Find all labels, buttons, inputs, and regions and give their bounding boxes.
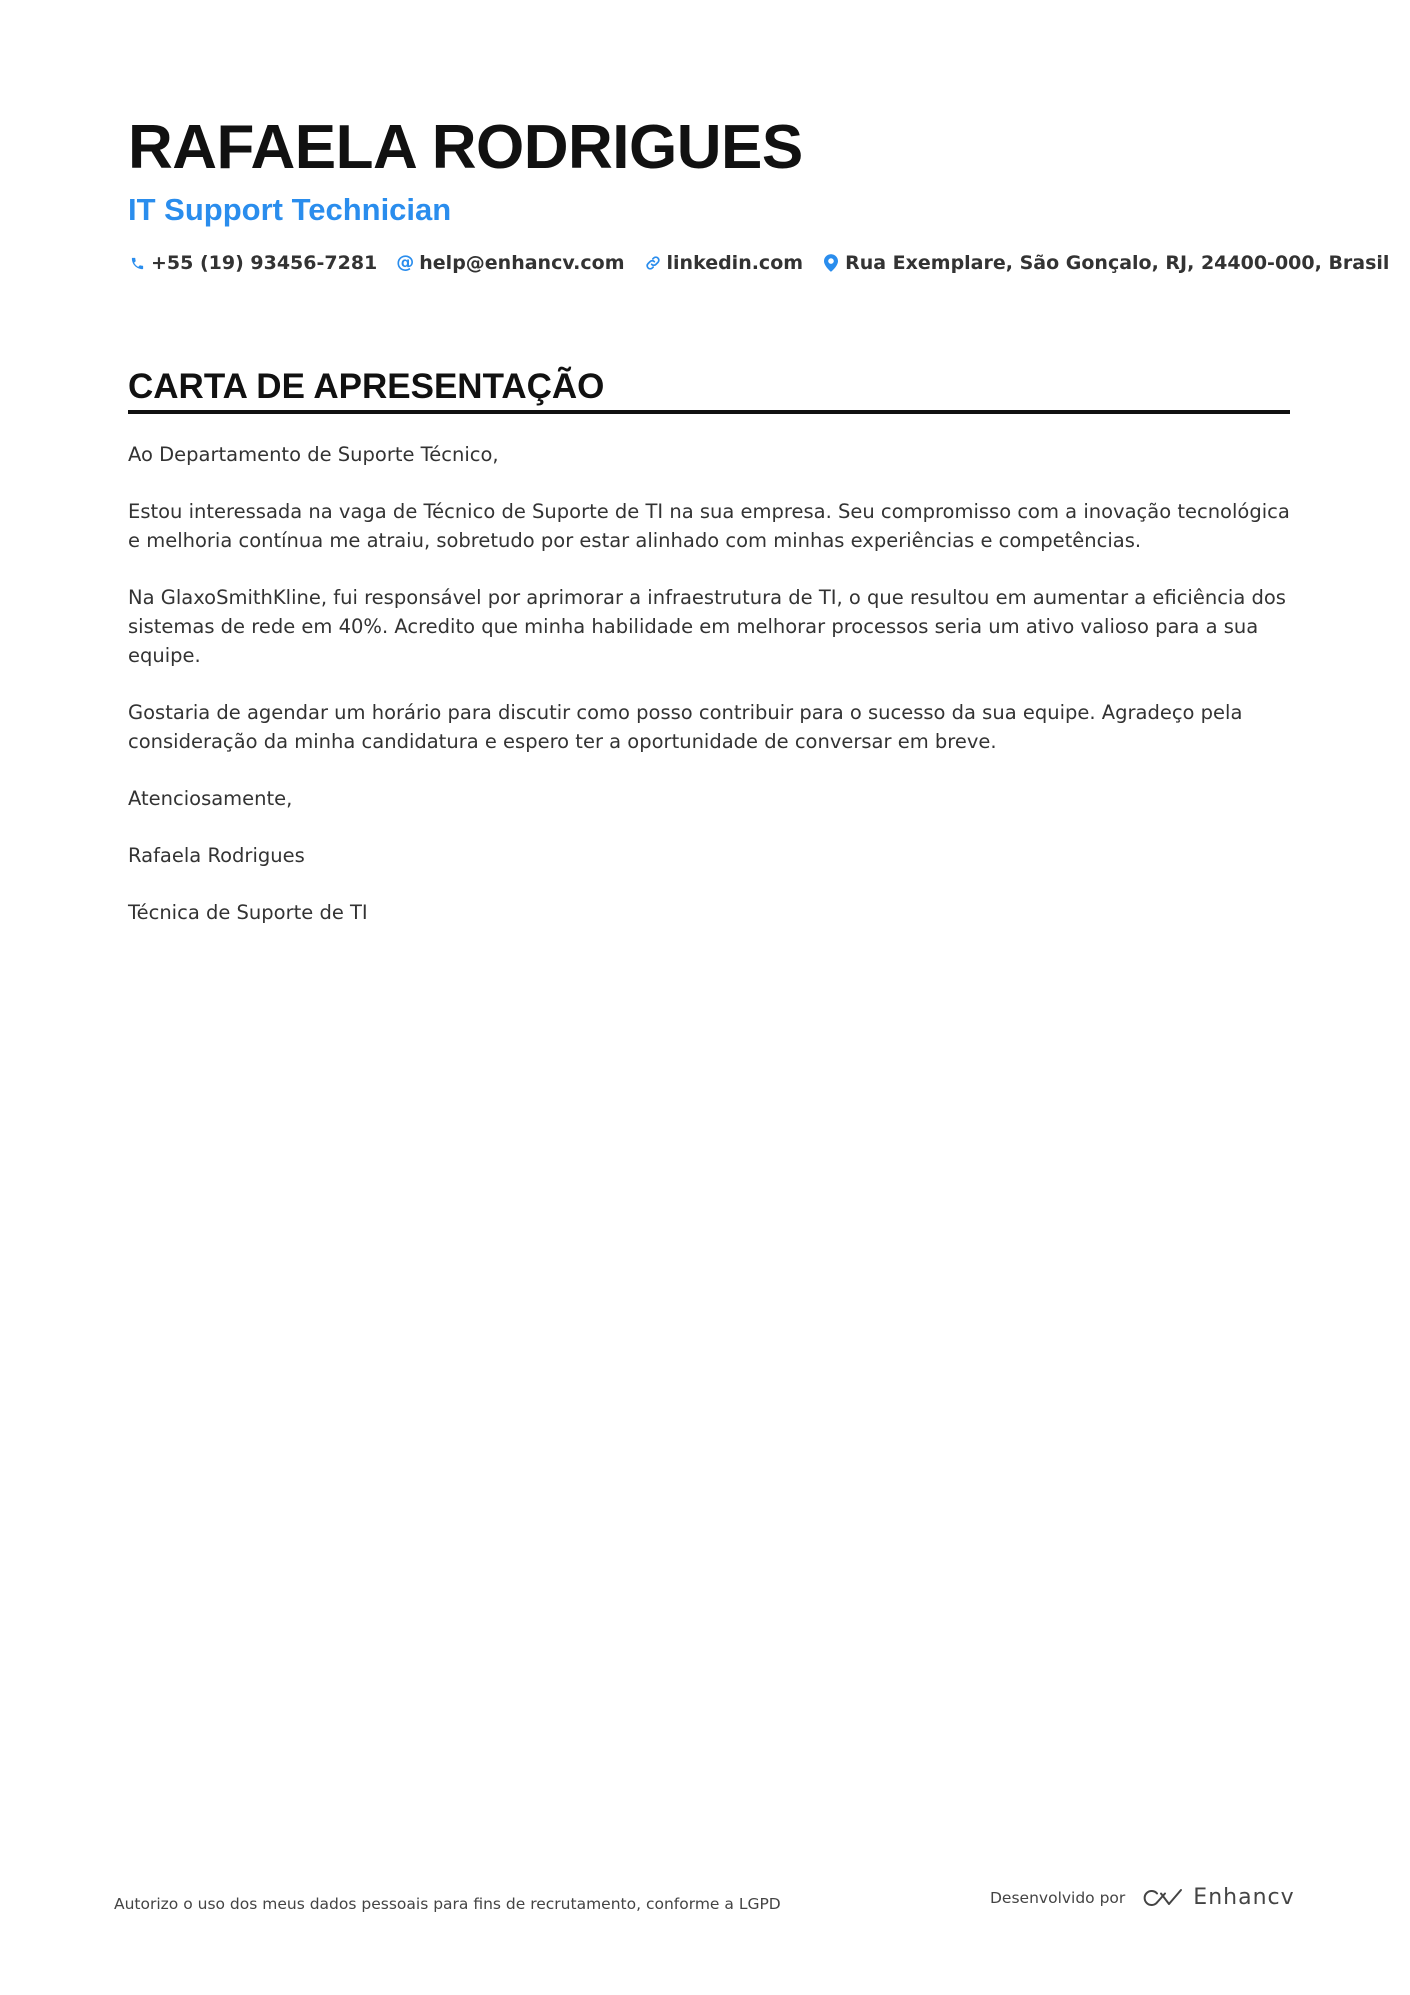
email-text[interactable]: help@enhancv.com (419, 252, 625, 274)
enhancv-logo (1137, 1887, 1183, 1909)
address-text: Rua Exemplare, São Gonçalo, RJ, 24400-000, Brasil (845, 252, 1390, 274)
section-divider (128, 410, 1290, 414)
at-icon: @ (396, 252, 415, 273)
contact-address (822, 252, 1389, 274)
link-icon (644, 253, 662, 273)
closing: Atenciosamente, (128, 787, 293, 810)
contact-bar (128, 252, 1408, 274)
paragraph-1: Estou interessada na vaga de Técnico de Suporte de TI na sua empresa. Seu compromisso com a inovação tecnológica e melhoria contínua me atraiu, sobretudo por estar alinhado com minhas experiências e competências. (128, 500, 1290, 552)
signature-title: Técnica de Suporte de TI (128, 901, 368, 924)
linkedin-text[interactable]: linkedin.com (666, 252, 804, 274)
paragraph-3: Gostaria de agendar um horário para discutir como posso contribuir para o sucesso da sua equipe. Agradeço pela consideração da minha candidatura e espero ter a oportunidade de conversar em breve. (128, 701, 1243, 753)
greeting: Ao Departamento de Suporte Técnico, (128, 443, 499, 466)
contact-linkedin[interactable] (644, 252, 804, 274)
powered-by[interactable] (990, 1885, 1295, 1910)
brand-name: Enhancv (1193, 1885, 1295, 1910)
consent-note: Autorizo o uso dos meus dados pessoais para fins de recrutamento, conforme a LGPD (114, 1895, 781, 1913)
job-title: IT Support Technician (128, 192, 452, 227)
letter-body (128, 440, 1290, 955)
contact-email[interactable] (396, 252, 624, 274)
section-title: CARTA DE APRESENTAÇÃO (128, 367, 605, 406)
phone-text: +55 (19) 93456-7281 (151, 252, 378, 274)
contact-phone (128, 252, 377, 274)
powered-by-label: Desenvolvido por (990, 1888, 1126, 1907)
location-pin-icon (822, 253, 840, 273)
applicant-name: RAFAELA RODRIGUES (128, 113, 803, 182)
phone-icon (128, 253, 146, 273)
paragraph-2: Na GlaxoSmithKline, fui responsável por aprimorar a infraestrutura de TI, o que resultou em aumentar a eficiência dos sistemas de rede em 40%. Acredito que minha habilidade em melhorar processos seria um ativo valioso para a sua equipe. (128, 586, 1286, 667)
signature-name: Rafaela Rodrigues (128, 844, 305, 867)
